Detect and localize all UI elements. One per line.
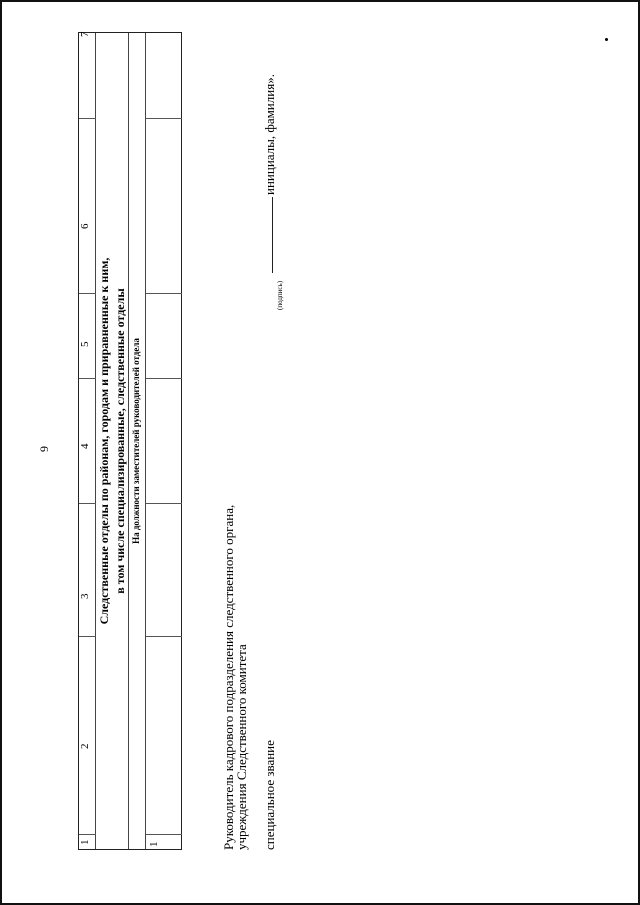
signature-caption: (подпись) [276,280,284,310]
col-divider [146,118,182,119]
col-divider [79,834,96,835]
staffing-table [78,32,182,850]
rank-label: специальное звание [262,740,277,850]
header-col-7: 7 [79,31,91,37]
col-divider [146,378,182,379]
header-col-2: 2 [79,743,91,749]
initials-label: инициалы, фамилия». [262,74,277,195]
signatory-position [222,505,248,850]
table-row [146,33,182,849]
section-title-line1: Следственные отделы по районам, городам и приравненные к ним, [97,257,111,625]
col-divider [79,293,96,294]
subsection-title: На должности заместителей руководителей отдела [131,338,141,544]
col-divider [79,118,96,119]
col-divider [146,503,182,504]
table-header-row [79,33,96,849]
col-divider [146,293,182,294]
header-col-5: 5 [79,341,91,347]
col-divider [79,378,96,379]
header-col-6: 6 [79,223,91,229]
header-col-4: 4 [79,443,91,449]
col-divider [79,636,96,637]
position-line1: Руководитель кадрового подразделения следственного органа, [221,504,236,850]
position-line2: учреждения Следственного комитета [234,644,249,850]
page-number: 9 [37,446,51,452]
col-divider [146,636,182,637]
section-title-line2: в том числе специализированные, следственные отделы [113,288,127,594]
header-col-3: 3 [79,593,91,599]
signature-line [272,197,273,273]
subsection-title-row [129,33,146,849]
header-col-1: 1 [79,839,91,845]
col-divider [79,503,96,504]
row-number: 1 [148,841,160,847]
section-title-row [96,33,129,849]
col-divider [146,834,182,835]
